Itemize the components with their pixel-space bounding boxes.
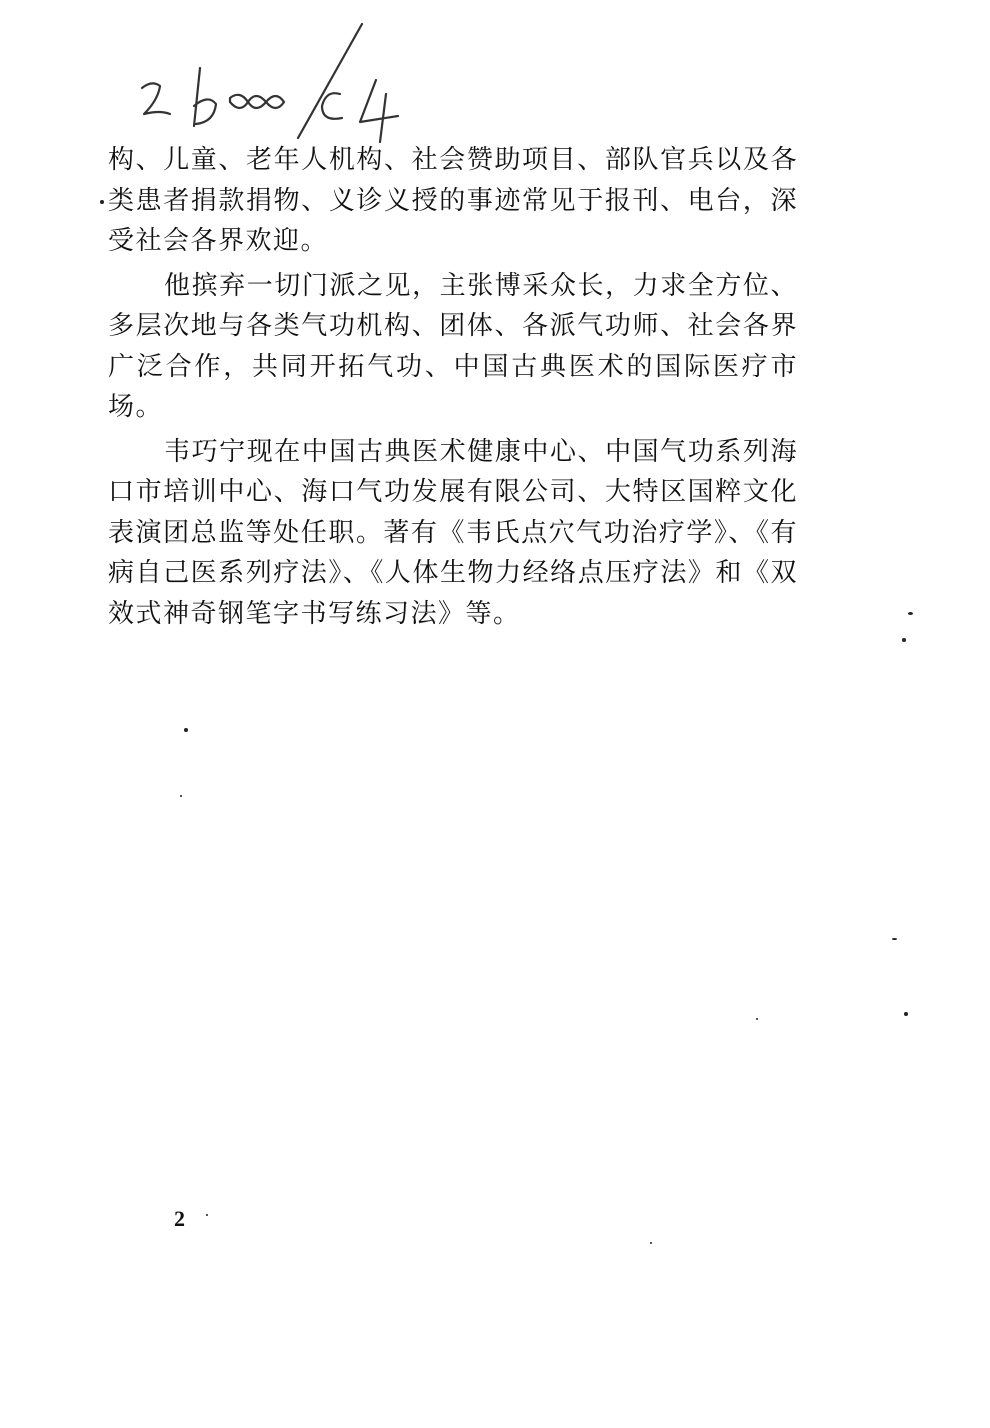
scan-speck — [904, 1012, 908, 1016]
handwritten-annotation — [130, 10, 430, 150]
scan-speck — [184, 728, 188, 732]
scan-speck — [756, 1018, 758, 1020]
paragraph-cooperation: 他摈弃一切门派之见，主张博采众长，力求全方位、多层次地与各类气功机构、团体、各派气功师、社会各界广泛合作，共同开拓气功、中国古典医术的国际医疗市场。 — [108, 270, 798, 422]
paragraph-positions: 韦巧宁现在中国古典医术健康中心、中国气功系列海口市培训中心、海口气功发展有限公司、大特区国粹文化表演团总监等处任职。著有《韦氏点穴气功治疗学》、《有病自己医系列疗法》、《人体生物力经络点压疗法》和《双效式神奇钢笔字书写练习法》等。 — [108, 436, 798, 629]
body-text — [108, 140, 798, 638]
page-number: 2 — [174, 1206, 185, 1231]
scan-speck — [908, 612, 913, 615]
scan-speck — [902, 638, 906, 642]
scan-speck — [206, 1214, 208, 1216]
scan-speck — [180, 795, 182, 797]
paragraph-continuation: 构、儿童、老年人机构、社会赞助项目、部队官兵以及各类患者捐款捐物、义诊义授的事迹常见于报刊、电台，深受社会各界欢迎。 — [108, 145, 798, 256]
scan-speck — [650, 1242, 652, 1244]
scan-speck — [892, 938, 897, 940]
scan-speck — [100, 200, 104, 204]
